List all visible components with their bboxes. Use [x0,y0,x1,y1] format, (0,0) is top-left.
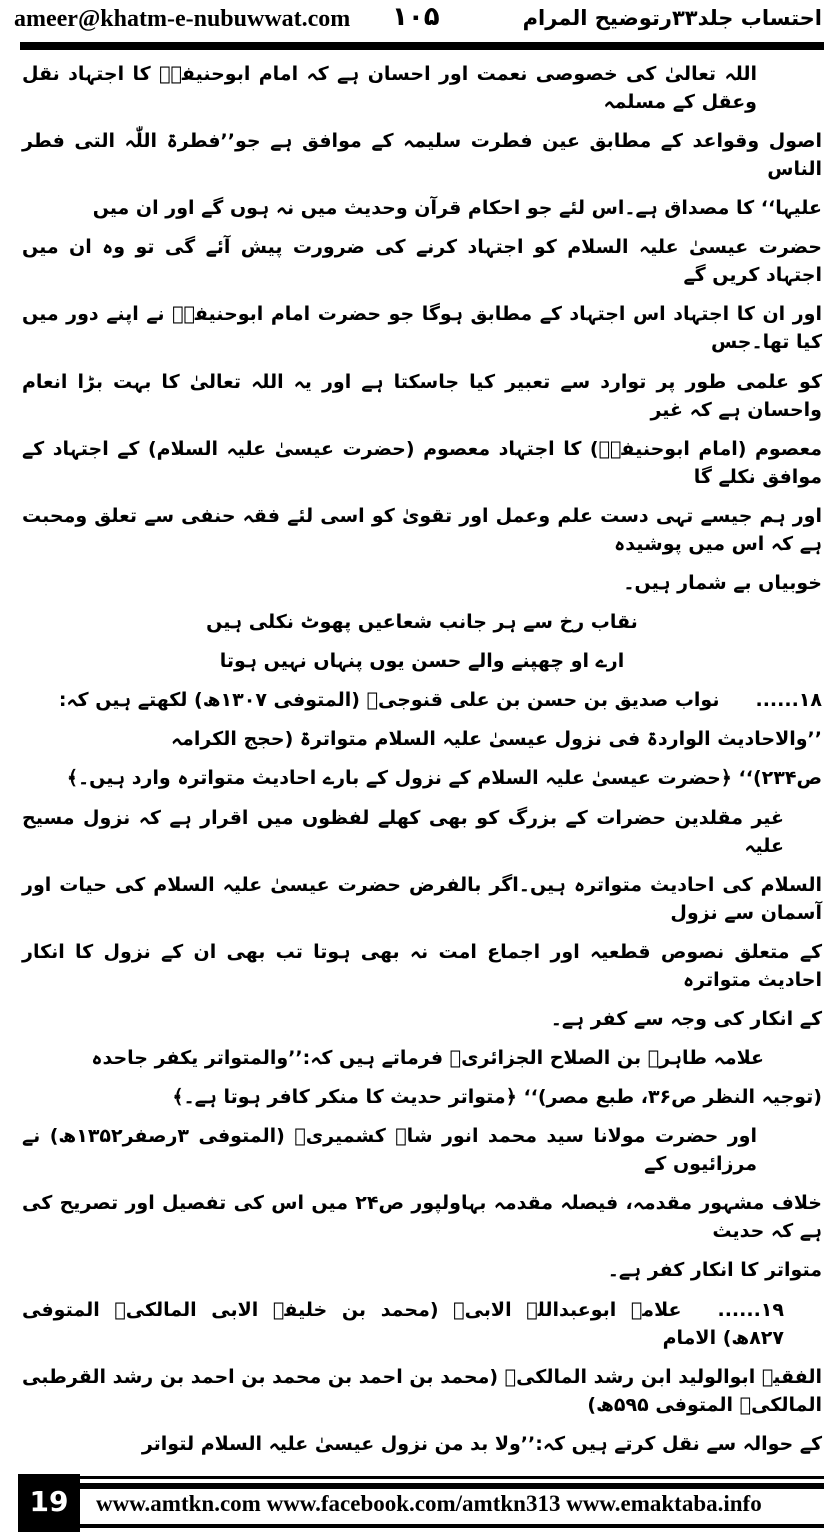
text-line: اور حضرت مولانا سید محمد انور شاہ کشمیریؒ (المتوفی ۳رصفر۱۳۵۲ھ) نے مرزائیوں کے [22,1125,757,1176]
text-line: معصوم (امام ابوحنیفہؒ) کا اجتہاد معصوم (حضرت عیسیٰ علیہ السلام) کے اجتہاد کے موافق نکلے گا [22,437,822,488]
text-line: الفقیہ ابوالولید ابن رشد المالکیؒ (محمد بن احمد بن محمد بن احمد بن رشد القرطبی المالکیؒ المتوفی ۵۹۵ھ) [22,1365,822,1416]
text-line: اور ان کا اجتہاد اس اجتہاد کے مطابق ہوگا جو حضرت امام ابوحنیفہؒ نے اپنے دور میں کیا تھا۔جس [22,303,822,354]
page-number: ۱۰۵ [392,2,440,32]
volume-number: 19 [18,1474,80,1532]
item-text: نواب صدیق بن حسن بن علی قنوجیؒ (المتوفی ۱۳۰۷ھ) لکھتے ہیں کہ: [58,689,720,712]
text-line: اصول وقواعد کے مطابق عین فطرت سلیمہ کے موافق ہے جو’’فطرۃ اللّٰہ التی فطر الناس [22,130,822,181]
text-line: کے انکار کی وجہ سے کفر ہے۔ [550,1007,822,1030]
text-line: اور ہم جیسے تہی دست علم وعمل اور تقویٰ کو اسی لئے فقہ حنفی سے تعلق ومحبت ہے کہ اس میں پوشیدہ [22,504,822,555]
text-line: خلاف مشہور مقدمہ، فیصلہ مقدمہ بہاولپور ص۲۴ میں اس کی تفصیل اور تصریح کی ہے کہ حدیث [22,1192,822,1243]
text-line: السلام کی احادیث متواترہ ہیں۔اگر بالفرض حضرت عیسیٰ علیہ السلام کی حیات اور آسمان سے نزول [22,873,822,924]
text-line: خوبیاں بے شمار ہیں۔ [623,571,822,594]
text-line: غیر مقلدین حضرات کے بزرگ کو بھی کھلے لفظوں میں اقرار ہے کہ نزول مسیح علیہ [22,806,784,857]
poem-line: نقاب رخ سے ہر جانب شعاعیں پھوٹ نکلی ہیں [206,610,638,633]
text-line: متواتر کا انکار کفر ہے۔ [607,1259,822,1282]
text-line: ’’والاحادیث الواردۃ فی نزول عیسیٰ علیہ السلام متواترۃ (حجج الکرامہ [170,728,822,751]
text-line: کے متعلق نصوص قطعیہ اور اجماع امت نہ بھی ہوتا تب بھی ان کے نزول کا انکار احادیث متواترہ [22,940,822,991]
text-line: اللہ تعالیٰ کی خصوصی نعمت اور احسان ہے کہ امام ابوحنیفہؒ کا اجتہاد نقل وعقل کے مسلمہ [22,63,757,113]
footer-urls: www.amtkn.com www.facebook.com/amtkn313 www.emaktaba.info [96,1491,762,1516]
item-number: ۱۸...... [755,689,822,712]
item-number: ۱۹...... [717,1298,784,1321]
text-line: کے حوالہ سے نقل کرتے ہیں کہ:’’ولا بد من نزول عیسیٰ علیہ السلام لتواتر [141,1432,822,1455]
text-line: کو علمی طور پر توارد سے تعبیر کیا جاسکتا ہے اور یہ اللہ تعالیٰ کا بہت بڑا انعام واحسان ہے کہ غیر [22,370,822,421]
footer-rule [80,1483,824,1489]
poem-line: ارے او چھپنے والے حسن یوں پنہاں نہیں ہوتا [219,650,625,673]
text-line: حضرت عیسیٰ علیہ السلام کو اجتہاد کرنے کی ضرورت پیش آئے گی تو وہ ان میں اجتہاد کریں گے [22,236,822,287]
text-line: ص۲۳۴)‘‘ ﴿حضرت عیسیٰ علیہ السلام کے نزول کے بارے احادیث متواترہ وارد ہیں۔﴾ [66,767,822,790]
item-19 [22,1296,784,1352]
item-text: علامہ ابوعبداللہ الابیؒ (محمد بن خلیفہ الابی المالکیؒ المتوفی ۸۲۷ھ) الامام [22,1298,784,1349]
text-line: علامہ طاہرؒ بن الصلاح الجزائریؒ فرماتے ہیں کہ:’’والمتواتر یکفر جاحدہ [91,1046,764,1069]
header-rule [20,42,824,50]
text-line: (توجیہ النظر ص۳۶، طبع مصر)‘‘ ﴿متواتر حدیث کا منکر کافر ہوتا ہے۔﴾ [172,1086,822,1109]
footer-rule [80,1524,824,1528]
item-18 [22,686,822,714]
footer-rule [80,1476,824,1479]
book-title: احتساب جلد۳۳رتوضیح المرام [522,6,822,30]
text-line: علیہا‘‘ کا مصداق ہے۔اس لئے جو احکام قرآن وحدیث میں نہ ہوں گے اور ان میں [92,197,822,220]
page-body [22,60,822,1458]
header-site-email: ameer@khatm-e-nubuwwat.com [14,6,351,32]
